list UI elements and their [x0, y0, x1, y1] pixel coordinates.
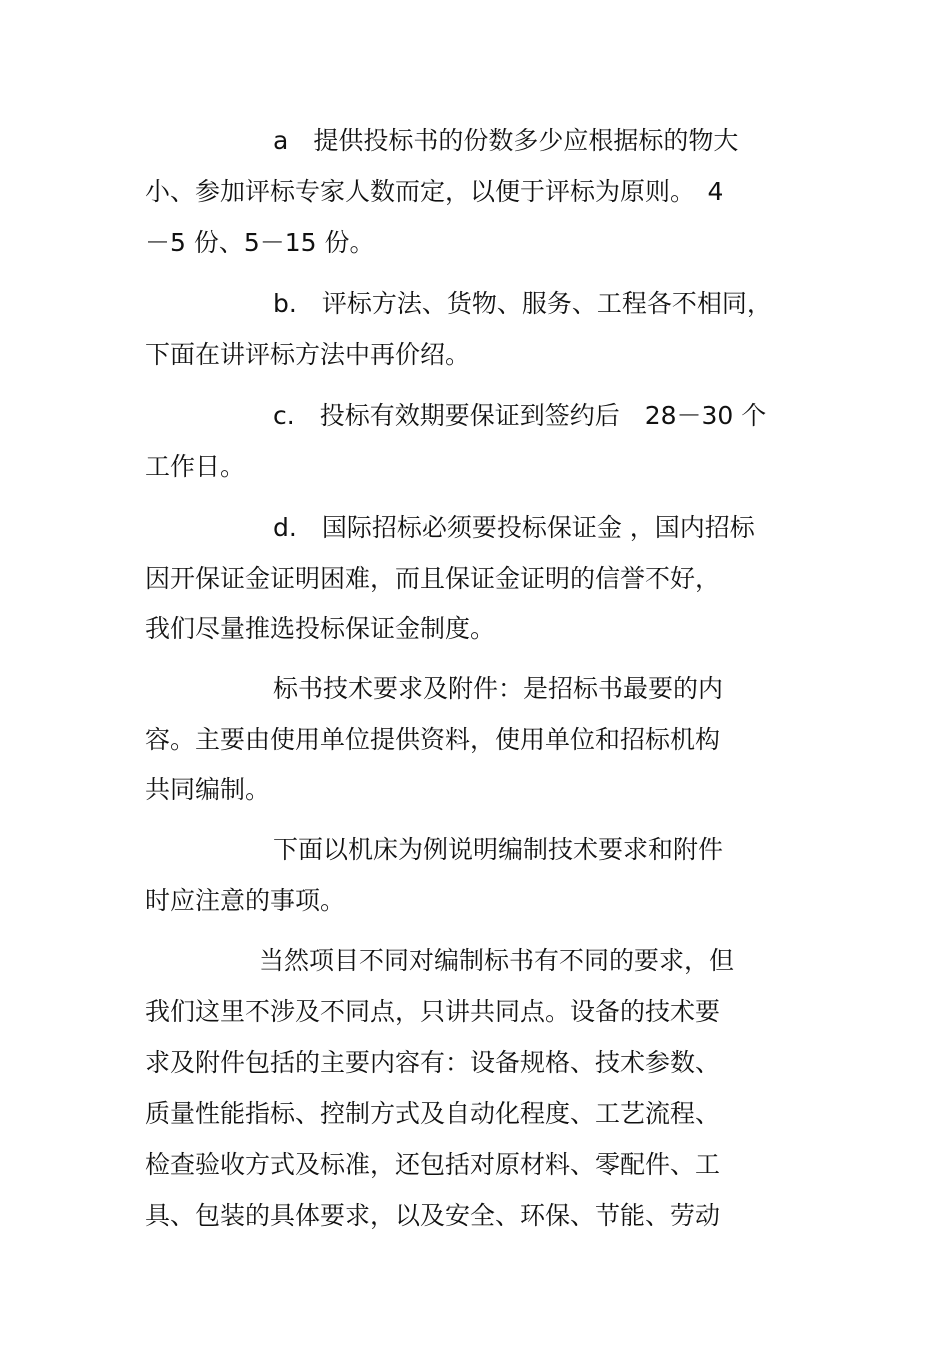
text-line: c. 投标有效期要保证到签约后 28－30 个	[273, 401, 767, 430]
text-line: a 提供投标书的份数多少应根据标的物大	[273, 126, 739, 155]
text-line: 小、参加评标专家人数而定，以便于评标为原则。 4	[145, 177, 724, 206]
text-line: 下面以机床为例说明编制技术要求和附件	[273, 835, 724, 864]
text-line: b. 评标方法、货物、服务、工程各不相同，	[273, 289, 772, 318]
text-line: 具、包装的具体要求，以及安全、环保、节能、劳动	[145, 1201, 721, 1230]
text-line: 我们尽量推选投标保证金制度。	[145, 614, 496, 643]
text-line: 当然项目不同对编制标书有不同的要求，但	[259, 946, 735, 975]
text-line: －5 份、5－15 份。	[145, 228, 375, 257]
text-line: 共同编制。	[145, 775, 271, 804]
text-line: 质量性能指标、控制方式及自动化程度、工艺流程、	[145, 1099, 721, 1128]
text-line: 工作日。	[145, 452, 246, 481]
text-line: 检查验收方式及标准，还包括对原材料、零配件、工	[145, 1150, 721, 1179]
text-line: 下面在讲评标方法中再价绍。	[145, 340, 471, 369]
text-line: 求及附件包括的主要内容有：设备规格、技术参数、	[145, 1048, 721, 1077]
text-line: 标书技术要求及附件：是招标书最要的内	[273, 674, 724, 703]
text-line: 我们这里不涉及不同点，只讲共同点。设备的技术要	[145, 997, 721, 1026]
text-line: 因开保证金证明困难，而且保证金证明的信誉不好，	[145, 564, 721, 593]
text-line: 容。主要由使用单位提供资料，使用单位和招标机构	[145, 725, 721, 754]
text-line: d. 国际招标必须要投标保证金 ，国内招标	[273, 513, 755, 542]
text-line: 时应注意的事项。	[145, 886, 346, 915]
